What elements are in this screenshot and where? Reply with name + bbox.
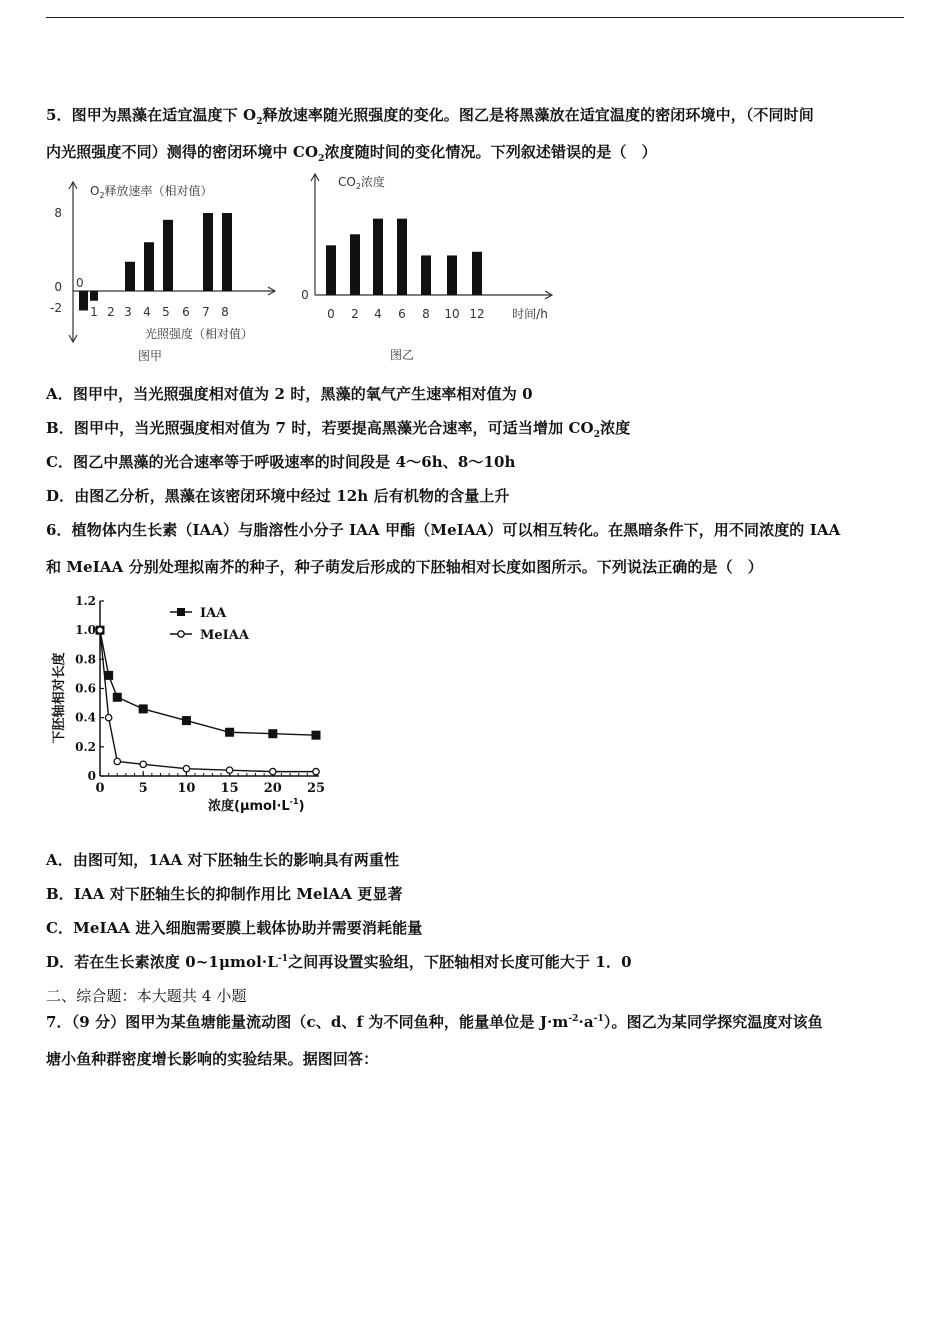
- x-tick-label: 5: [138, 781, 148, 796]
- chart-title: 图乙: [389, 348, 415, 362]
- legend-label-meiaa: MeIAA: [200, 628, 249, 643]
- x-tick-label: 6: [398, 307, 406, 321]
- x-axis-label: 时间/h: [512, 307, 548, 321]
- chart-yi: [290, 166, 565, 366]
- bar: [163, 220, 173, 291]
- x-tick-label: 1: [90, 305, 98, 319]
- origin-label: 0: [301, 288, 309, 302]
- q5-option-c: C．图乙中黑藻的光合速率等于呼吸速率的时间段是 4～6h、8～10h: [46, 453, 516, 471]
- chart-hypocotyl: [40, 590, 340, 825]
- origin-label: 0: [76, 276, 84, 290]
- x-tick-label: 8: [221, 305, 229, 319]
- x-tick-label: 0: [95, 781, 105, 796]
- data-point-iaa: [226, 728, 234, 736]
- x-tick-label: 7: [202, 305, 210, 319]
- data-point-iaa: [182, 717, 190, 725]
- series-line-meiaa: [100, 630, 316, 771]
- q6-option-c: C．MeIAA 进入细胞需要膜上载体协助并需要消耗能量: [46, 919, 423, 937]
- x-tick-label: 4: [374, 307, 382, 321]
- data-point-meiaa: [114, 758, 120, 764]
- y-tick-label: -2: [50, 301, 62, 315]
- bar: [350, 234, 360, 295]
- y-tick-label: 1.0: [75, 623, 96, 638]
- q5-option-b: B．图甲中，当光照强度相对值为 7 时，若要提高黑藻光合速率，可适当增加 $CO_2$浓度: [46, 419, 631, 440]
- y-tick-label: 0.4: [75, 710, 96, 725]
- y-tick-label: 0: [87, 769, 96, 783]
- series-line-iaa: [100, 630, 316, 735]
- x-tick-label: 20: [263, 781, 282, 796]
- x-tick-label: 10: [444, 307, 460, 321]
- x-tick-label: 8: [422, 307, 430, 321]
- y-axis-label: $CO_2$浓度: [338, 175, 385, 191]
- x-tick-label: 2: [107, 305, 115, 319]
- q6-option-d: D．若在生长素浓度 $0\sim 1\mu mol\cdot L^{-1}$之间再设置实验组，下胚轴相对长度可能大于 1．0: [46, 953, 632, 971]
- bar: [222, 213, 232, 291]
- data-point-meiaa: [313, 768, 319, 774]
- legend-marker-meiaa: [178, 631, 184, 637]
- bar: [326, 245, 336, 295]
- bar: [90, 291, 98, 301]
- data-point-iaa: [105, 671, 113, 679]
- q6-option-a: A．由图可知，1AA 对下胚轴生长的影响具有两重性: [46, 851, 400, 869]
- bar: [79, 291, 88, 311]
- data-point-meiaa: [140, 761, 146, 767]
- y-axis-label: 下胚轴相对长度: [52, 652, 67, 744]
- bar: [397, 219, 407, 295]
- x-tick-label: 3: [124, 305, 132, 319]
- q5-stem-line1: 5．图甲为黑藻在适宜温度下 $O_2$释放速率随光照强度的变化。图乙是将黑藻放在适宜温度的密闭环境中，（不同时间: [46, 106, 814, 127]
- y-tick-label: 8: [54, 206, 62, 220]
- q5-option-d: D．由图乙分析，黑藻在该密闭环境中经过 12h 后有机物的含量上升: [46, 487, 510, 505]
- bar: [472, 252, 482, 295]
- y-axis-label: $O_2$释放速率（相对值）: [90, 184, 213, 200]
- y-tick-label: 0.8: [75, 652, 96, 667]
- bar: [144, 242, 154, 291]
- x-tick-label: 6: [182, 305, 190, 319]
- legend-label-iaa: IAA: [200, 606, 227, 621]
- x-tick-label: 4: [143, 305, 151, 319]
- bar: [125, 262, 135, 291]
- y-tick-label: 0: [54, 280, 62, 294]
- data-point-meiaa: [270, 768, 276, 774]
- x-tick-label: 0: [327, 307, 335, 321]
- x-tick-label: 25: [306, 781, 326, 796]
- y-tick-label: 1.2: [75, 594, 96, 608]
- y-tick-label: 0.2: [75, 739, 96, 754]
- y-tick-label: 0.6: [75, 681, 96, 696]
- chart-jia: [40, 172, 290, 367]
- legend-marker-iaa: [177, 608, 185, 616]
- q5-option-a: A．图甲中，当光照强度相对值为 2 时，黑藻的氧气产生速率相对值为 0: [46, 385, 533, 403]
- data-point-iaa: [312, 731, 320, 739]
- chart-title: 图甲: [137, 349, 163, 363]
- data-point-meiaa: [105, 714, 111, 720]
- x-tick-label: 15: [220, 781, 239, 796]
- data-point-meiaa: [226, 767, 232, 773]
- x-axis-label: 浓度$(\mu mol\cdot L^{-1})$: [208, 797, 305, 814]
- data-point-iaa: [113, 693, 121, 701]
- header-rule: [46, 17, 904, 18]
- q6-stem-line1: 6．植物体内生长素（IAA）与脂溶性小分子 IAA 甲酯（MeIAA）可以相互转化。在黑暗条件下，用不同浓度的 IAA: [46, 521, 841, 539]
- bar: [373, 219, 383, 295]
- data-point-meiaa: [97, 627, 103, 633]
- x-tick-label: 12: [469, 307, 485, 321]
- q6-stem-line2: 和 MeIAA 分别处理拟南芥的种子，种子萌发后形成的下胚轴相对长度如图所示。下列说法正确的是（ ）: [46, 558, 763, 576]
- section-heading: 二、综合题：本大题共 4 小题: [46, 987, 247, 1005]
- data-point-iaa: [139, 705, 147, 713]
- x-tick-label: 10: [177, 781, 196, 796]
- x-axis-label: 光照强度（相对值）: [145, 327, 254, 341]
- bar: [447, 255, 457, 295]
- data-point-meiaa: [183, 766, 189, 772]
- q5-stem-line2: 内光照强度不同）测得的密闭环境中 $CO_2$浓度随时间的变化情况。下列叙述错误的是（ ）: [46, 143, 657, 164]
- x-tick-label: 2: [351, 307, 359, 321]
- bar: [203, 213, 213, 291]
- x-tick-label: 5: [162, 305, 170, 319]
- q6-option-b: B．IAA 对下胚轴生长的抑制作用比 MelAA 更显著: [46, 885, 403, 903]
- bar: [421, 255, 431, 295]
- q7-stem-line1: 7．（9 分）图甲为某鱼塘能量流动图（c、d、f 为不同鱼种，能量单位是 $J\cdot m^{-2}\cdot a^{-1}$）。图乙为某同学探究温度对该鱼: [46, 1013, 823, 1031]
- data-point-iaa: [269, 730, 277, 738]
- q7-stem-line2: 塘小鱼种群密度增长影响的实验结果。据图回答：: [46, 1050, 379, 1068]
